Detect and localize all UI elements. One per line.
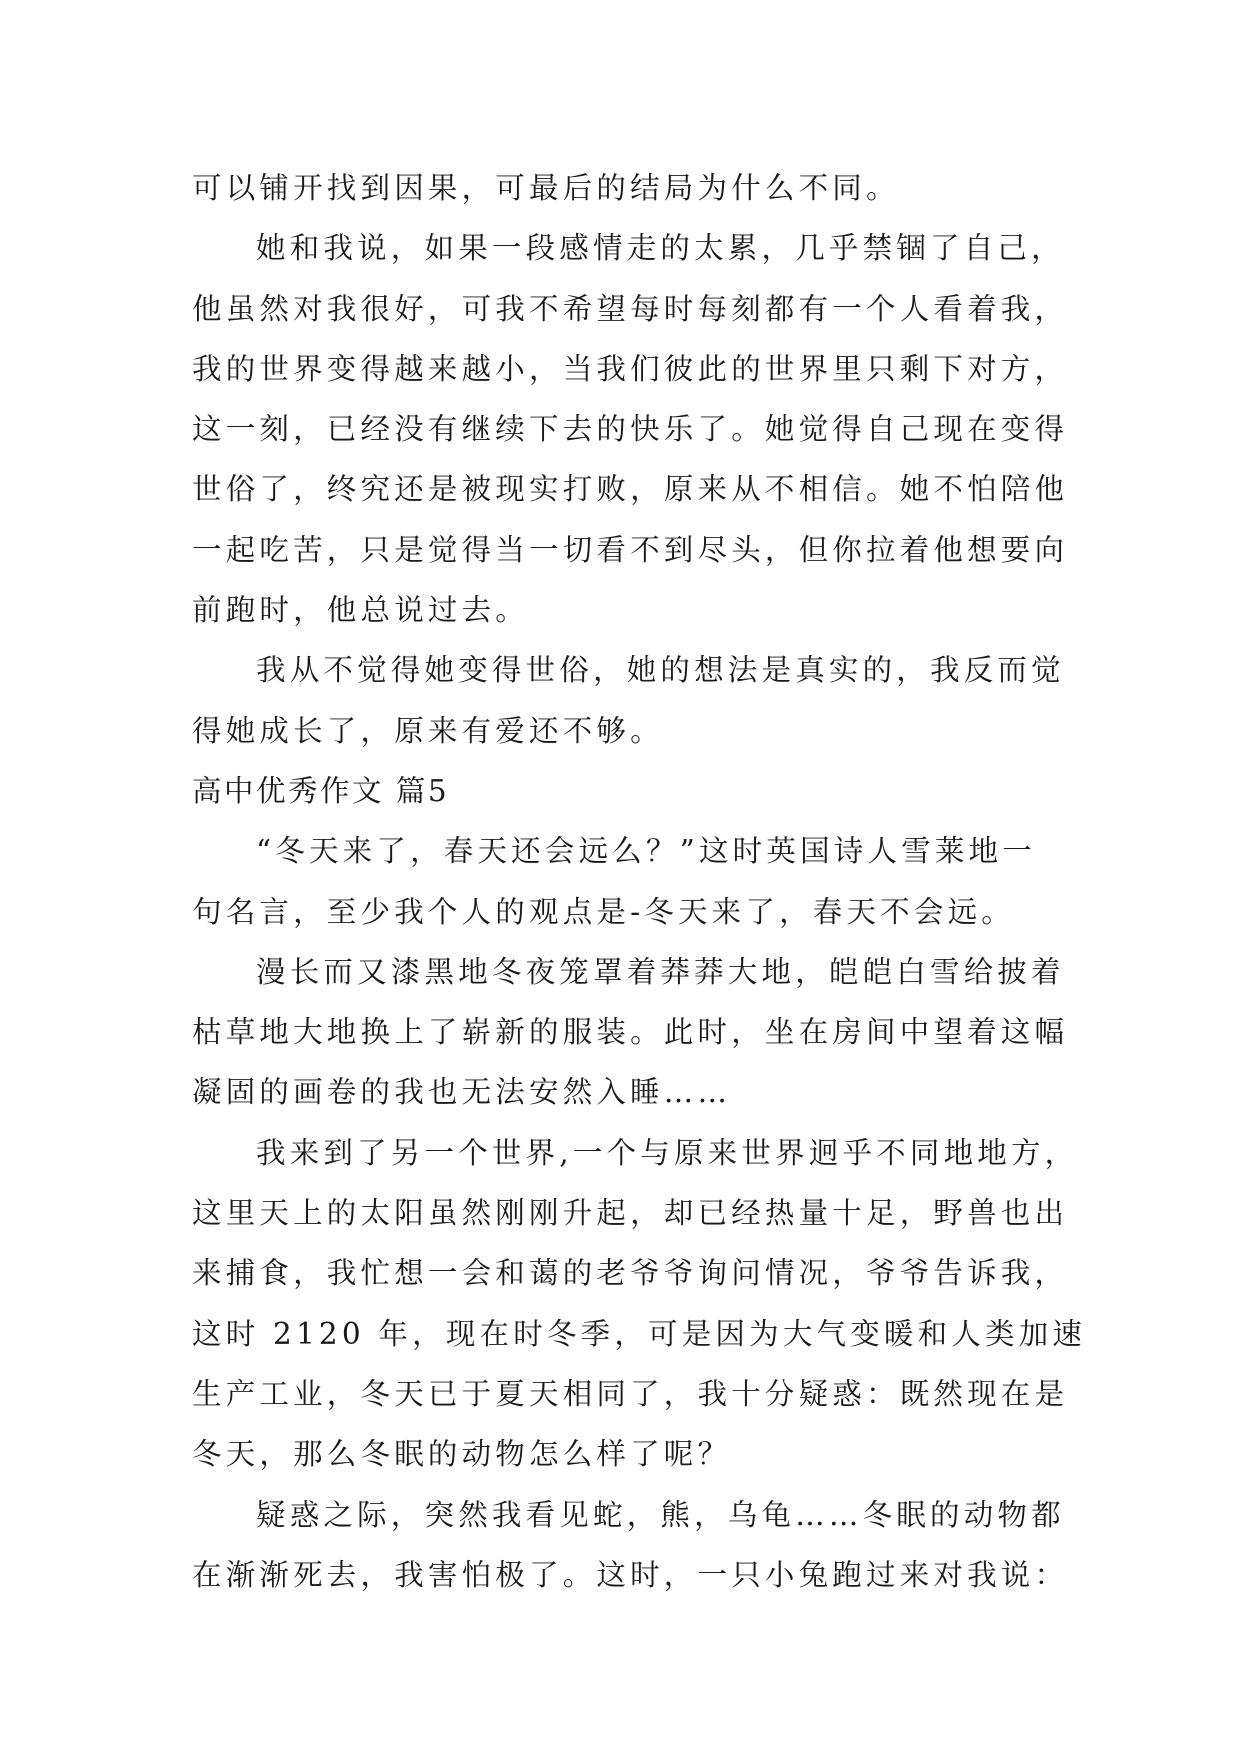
document-body xyxy=(192,158,1087,1605)
paragraph xyxy=(192,640,1065,761)
text-line: 高中优秀作文 篇5 xyxy=(192,773,450,808)
text-line: 我来到了另一个世界,一个与原来世界迥乎不同地地方， xyxy=(256,1135,1079,1170)
paragraph xyxy=(192,218,1069,640)
text-line: 漫长而又漆黑地冬夜笼罩着莽莽大地，皑皑白雪给披着 xyxy=(256,954,1065,989)
text-line: 这一刻，已经没有继续下去的快乐了。她觉得自己现在变得 xyxy=(192,412,1069,447)
text-line: 可以铺开找到因果，可最后的结局为什么不同。 xyxy=(192,171,900,205)
text-line: 这时 2120 年，现在时冬季，可是因为大气变暖和人类加速 xyxy=(192,1316,1087,1351)
paragraph xyxy=(192,1123,1087,1485)
paragraph xyxy=(192,1485,1069,1606)
paragraph xyxy=(192,821,1052,942)
text-line: 生产工业，冬天已于夏天相同了，我十分疑惑：既然现在是 xyxy=(192,1376,1069,1411)
section-heading xyxy=(192,761,1052,821)
text-line: 他虽然对我很好，可我不希望每时每刻都有一个人看着我， xyxy=(192,291,1069,326)
text-line: 世俗了，终究还是被现实打败，原来从不相信。她不怕陪他 xyxy=(192,472,1069,507)
text-line: 我的世界变得越来越小，当我们彼此的世界里只剩下对方， xyxy=(192,351,1069,386)
text-line: 我从不觉得她变得世俗，她的想法是真实的，我反而觉 xyxy=(256,653,1065,688)
text-line: 凝固的画卷的我也无法安然入睡…… xyxy=(192,1075,732,1110)
text-line: 来捕食，我忙想一会和蔼的老爷爷询问情况，爷爷告诉我， xyxy=(192,1256,1069,1291)
paragraph xyxy=(192,158,1052,218)
text-line: 句名言，至少我个人的观点是-冬天来了，春天不会远。 xyxy=(192,894,1015,929)
text-line: 冬天，那么冬眠的动物怎么样了呢？ xyxy=(192,1437,732,1472)
text-line: 得她成长了，原来有爱还不够。 xyxy=(192,713,664,748)
text-line: 枯草地大地换上了崭新的服装。此时，坐在房间中望着这幅 xyxy=(192,1015,1069,1050)
text-line: “冬天来了，春天还会远么？”这时英国诗人雪莱地一 xyxy=(256,834,1036,869)
text-line: 这里天上的太阳虽然刚刚升起，却已经热量十足，野兽也出 xyxy=(192,1196,1069,1231)
text-line: 在渐渐死去，我害怕极了。这时，一只小兔跑过来对我说： xyxy=(192,1557,1069,1592)
text-line: 一起吃苦，只是觉得当一切看不到尽头，但你拉着他想要向 xyxy=(192,532,1069,567)
text-line: 前跑时，他总说过去。 xyxy=(192,593,530,628)
text-line: 她和我说，如果一段感情走的太累，几乎禁锢了自己， xyxy=(256,231,1065,266)
text-line: 疑惑之际，突然我看见蛇，熊，乌龟……冬眠的动物都 xyxy=(256,1497,1065,1532)
paragraph xyxy=(192,942,1069,1123)
